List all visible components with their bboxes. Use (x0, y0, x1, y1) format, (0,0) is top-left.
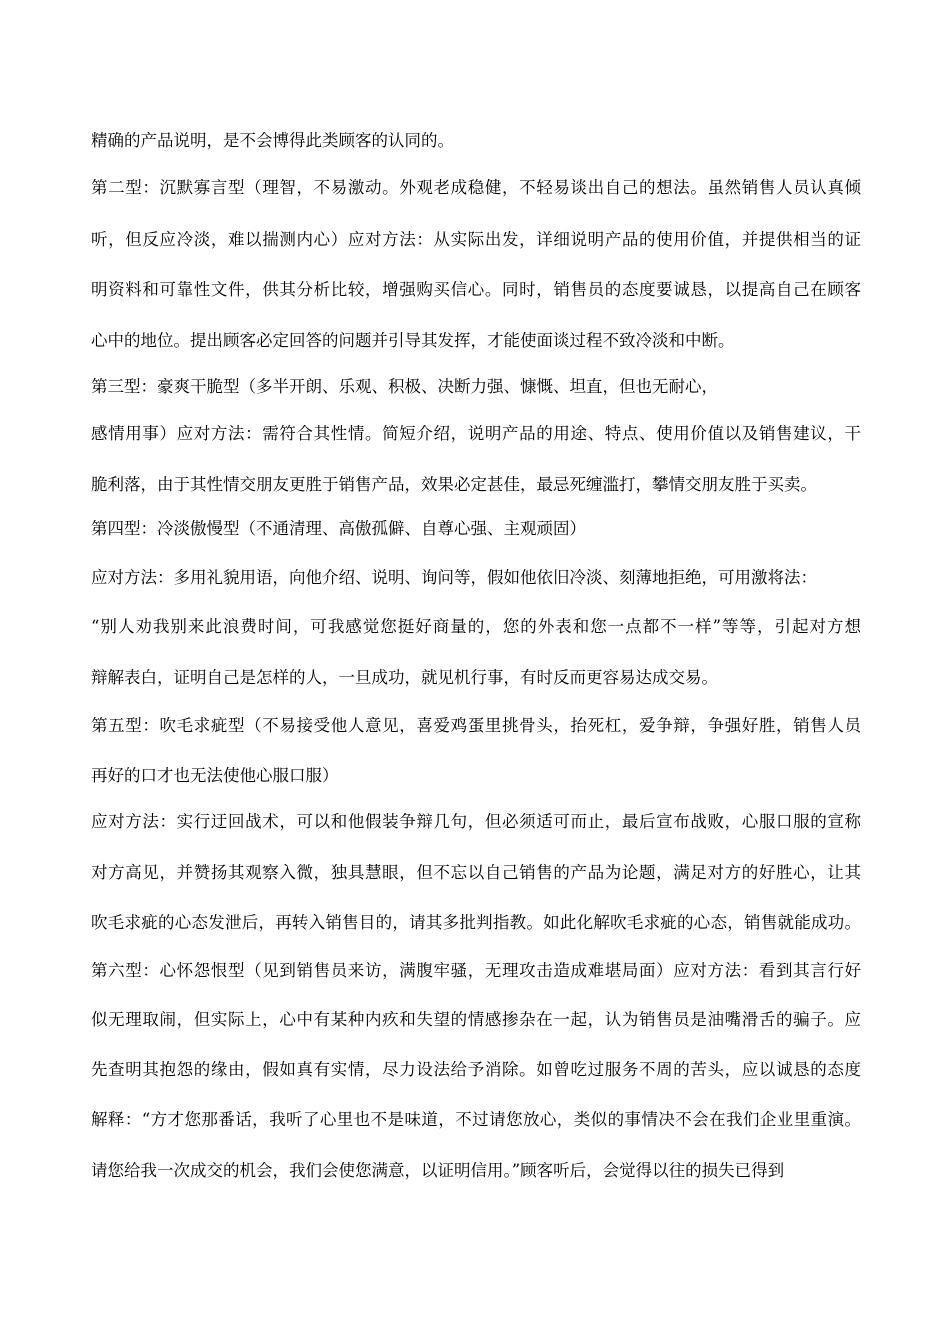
text-line: 请您给我一次成交的机会，我们会使您满意，以证明信用。”顾客听后，会觉得以往的损失已得到 (91, 1161, 785, 1180)
text-line: 明资料和可靠性文件，供其分析比较，增强购买信心。同时，销售员的态度要诚恳，以提高自己在顾客 (91, 280, 861, 299)
text-line: 再好的口才也无法使他心服口服） (91, 766, 339, 785)
text-line: 对方高见，并赞扬其观察入微，独具慧眼，但不忘以自己销售的产品为论题，满足对方的好胜心，让其 (91, 863, 861, 882)
text-line: 第三型：豪爽干脆型（多半开朗、乐观、积极、决断力强、慷慨、坦直，但也无耐心， (91, 377, 718, 396)
text-line: 解释：“方才您那番话，我听了心里也不是味道，不过请您放心，类似的事情决不会在我们企业里重演。 (91, 1110, 861, 1129)
text-line: 似无理取闹，但实际上，心中有某种内疚和失望的情感掺杂在一起，认为销售员是油嘴滑舌的骗子。应 (91, 1010, 861, 1029)
text-line: 应对方法：多用礼貌用语，向他介绍、说明、询问等，假如他依旧冷淡、刻薄地拒绝，可用激将法： (91, 568, 817, 587)
text-line: 第二型：沉默寡言型（理智，不易激动。外观老成稳健，不轻易谈出自己的想法。虽然销售人员认真倾 (91, 178, 861, 197)
text-line: 脆利落，由于其性情交朋友更胜于销售产品，效果必定甚佳，最忌死缠滥打，攀情交朋友胜于买卖。 (91, 475, 817, 494)
text-line: 听，但反应冷淡，难以揣测内心）应对方法：从实际出发，详细说明产品的使用价值，并提供相当的证 (91, 230, 861, 249)
text-line: “别人劝我别来此浪费时间，可我感觉您挺好商量的，您的外表和您一点都不一样”等等，引起对方想 (91, 617, 861, 636)
text-line: 精确的产品说明，是不会博得此类顾客的认同的。 (91, 131, 454, 150)
text-line: 先查明其抱怨的缘由，假如真有实情，尽力设法给予消除。如曾吃过服务不周的苦头，应以诚恳的态度 (91, 1060, 861, 1079)
text-line: 第六型：心怀怨恨型（见到销售员来访，满腹牢骚，无理攻击造成难堪局面）应对方法：看到其言行好 (91, 961, 861, 980)
text-line: 第四型：冷淡傲慢型（不通清理、高傲孤僻、自尊心强、主观顽固） (91, 519, 586, 538)
text-line: 辩解表白，证明自己是怎样的人，一旦成功，就见机行事，有时反而更容易达成交易。 (91, 668, 718, 687)
text-line: 心中的地位。提出顾客必定回答的问题并引导其发挥，才能使面谈过程不致冷淡和中断。 (91, 331, 735, 350)
text-line: 感情用事）应对方法：需符合其性情。简短介绍，说明产品的用途、特点、使用价值以及销售建议，干 (91, 424, 861, 443)
text-line: 吹毛求疵的心态发泄后，再转入销售目的，请其多批判指教。如此化解吹毛求疵的心态，销售就能成功。 (91, 913, 861, 932)
text-line: 应对方法：实行迂回战术，可以和他假装争辩几句，但必须适可而止，最后宣布战败，心服口服的宣称 (91, 812, 861, 831)
text-line: 第五型：吹毛求疵型（不易接受他人意见，喜爱鸡蛋里挑骨头，抬死杠，爱争辩，争强好胜，销售人员 (91, 716, 861, 735)
